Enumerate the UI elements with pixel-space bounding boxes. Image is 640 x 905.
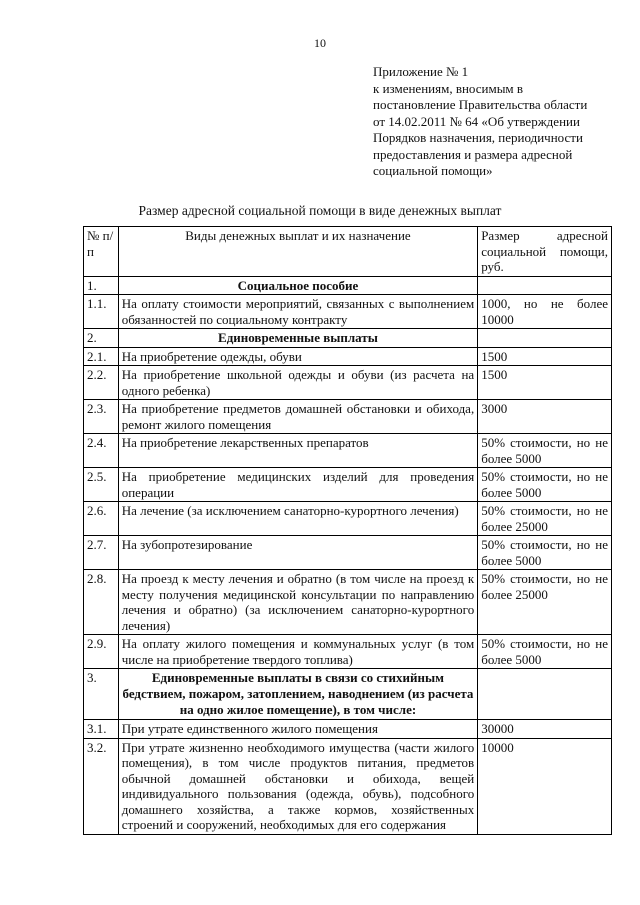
row-amount: 10000 <box>478 738 612 834</box>
row-description: На зубопротезирование <box>118 536 477 570</box>
header-description: Виды денежных выплат и их назначение <box>118 227 477 277</box>
row-amount: 30000 <box>478 720 612 739</box>
row-number: 1.1. <box>84 295 119 329</box>
row-number: 2.5. <box>84 468 119 502</box>
table-row <box>84 347 612 366</box>
table-row <box>84 669 612 720</box>
row-description: Единовременные выплаты <box>118 329 477 348</box>
payments-table <box>83 226 612 835</box>
header-amount: Размер адресной социальной помощи, руб. <box>478 227 612 277</box>
appendix-line: социальной помощи» <box>373 163 493 178</box>
page-number: 10 <box>314 36 326 50</box>
row-description: На приобретение школьной одежды и обуви (из расчета на одного ребенка) <box>118 366 477 400</box>
row-amount: 50% стоимости, но не более 5000 <box>478 468 612 502</box>
row-number: 2. <box>84 329 119 348</box>
table-row <box>84 329 612 348</box>
row-description: На лечение (за исключением санаторно-курортного лечения) <box>118 502 477 536</box>
header-number: № п/п <box>84 227 119 277</box>
row-amount: 50% стоимости, но не более 25000 <box>478 502 612 536</box>
table-row <box>84 295 612 329</box>
row-number: 2.3. <box>84 400 119 434</box>
row-amount <box>478 669 612 720</box>
table-row <box>84 366 612 400</box>
appendix-line: от 14.02.2011 № 64 «Об утверждении <box>373 113 580 129</box>
row-amount <box>478 329 612 348</box>
row-amount: 1000, но не более 10000 <box>478 295 612 329</box>
row-amount: 1500 <box>478 347 612 366</box>
document-title: Размер адресной социальной помощи в виде денежных выплат <box>138 203 502 218</box>
table-row <box>84 536 612 570</box>
appendix-line: к изменениям, вносимым в <box>373 80 524 96</box>
row-description: На приобретение медицинских изделий для проведения операции <box>118 468 477 502</box>
row-description: Единовременные выплаты в связи со стихийным бедствием, пожаром, затоплением, наводнением (из расчета на одно жилое помещение), в том числе: <box>118 669 477 720</box>
appendix-note <box>373 64 623 180</box>
row-number: 2.8. <box>84 570 119 635</box>
row-number: 2.1. <box>84 347 119 366</box>
table-row <box>84 570 612 635</box>
table-row <box>84 468 612 502</box>
appendix-line: предоставления и размера адресной <box>373 146 573 162</box>
table-row <box>84 720 612 739</box>
row-description: На оплату стоимости мероприятий, связанных с выполнением обязанностей по социальному контракту <box>118 295 477 329</box>
appendix-line: Приложение № 1 <box>373 64 469 79</box>
row-description: При утрате жизненно необходимого имущества (части жилого помещения), в том числе продуктов питания, предметов обычной домашней обстановки и обихода, вещей индивидуального пользования (одежда, обувь), подсобного домашнего хозяйства, а также кормов, хозяйственных строений и сооружений, необходимых для его содержания <box>118 738 477 834</box>
row-amount: 1500 <box>478 366 612 400</box>
table-row <box>84 738 612 834</box>
row-description: На приобретение одежды, обуви <box>118 347 477 366</box>
table-row <box>84 400 612 434</box>
appendix-line: Порядков назначения, периодичности <box>373 130 583 145</box>
row-description: Социальное пособие <box>118 276 477 295</box>
row-number: 2.9. <box>84 635 119 669</box>
table-row <box>84 635 612 669</box>
row-description: На проезд к месту лечения и обратно (в том числе на проезд к месту получения медицинской консультации по направлению лечения и обратно) (за исключением санаторно-курортного лечения) <box>118 570 477 635</box>
row-amount: 50% стоимости, но не более 5000 <box>478 434 612 468</box>
row-number: 2.6. <box>84 502 119 536</box>
row-amount: 50% стоимости, но не более 25000 <box>478 570 612 635</box>
table-row <box>84 276 612 295</box>
table-row <box>84 434 612 468</box>
row-number: 2.7. <box>84 536 119 570</box>
table-header-row <box>84 227 612 277</box>
row-number: 2.4. <box>84 434 119 468</box>
row-amount: 50% стоимости, но не более 5000 <box>478 635 612 669</box>
row-number: 3.1. <box>84 720 119 739</box>
appendix-line: постановление Правительства области <box>373 97 588 112</box>
row-number: 3.2. <box>84 738 119 834</box>
row-amount: 3000 <box>478 400 612 434</box>
row-number: 3. <box>84 669 119 720</box>
row-number: 2.2. <box>84 366 119 400</box>
row-amount: 50% стоимости, но не более 5000 <box>478 536 612 570</box>
row-description: На приобретение лекарственных препаратов <box>118 434 477 468</box>
row-description: На оплату жилого помещения и коммунальных услуг (в том числе на приобретение твердого топлива) <box>118 635 477 669</box>
row-number: 1. <box>84 276 119 295</box>
row-amount <box>478 276 612 295</box>
row-description: При утрате единственного жилого помещения <box>118 720 477 739</box>
row-description: На приобретение предметов домашней обстановки и обихода, ремонт жилого помещения <box>118 400 477 434</box>
table-body <box>84 276 612 834</box>
table-row <box>84 502 612 536</box>
